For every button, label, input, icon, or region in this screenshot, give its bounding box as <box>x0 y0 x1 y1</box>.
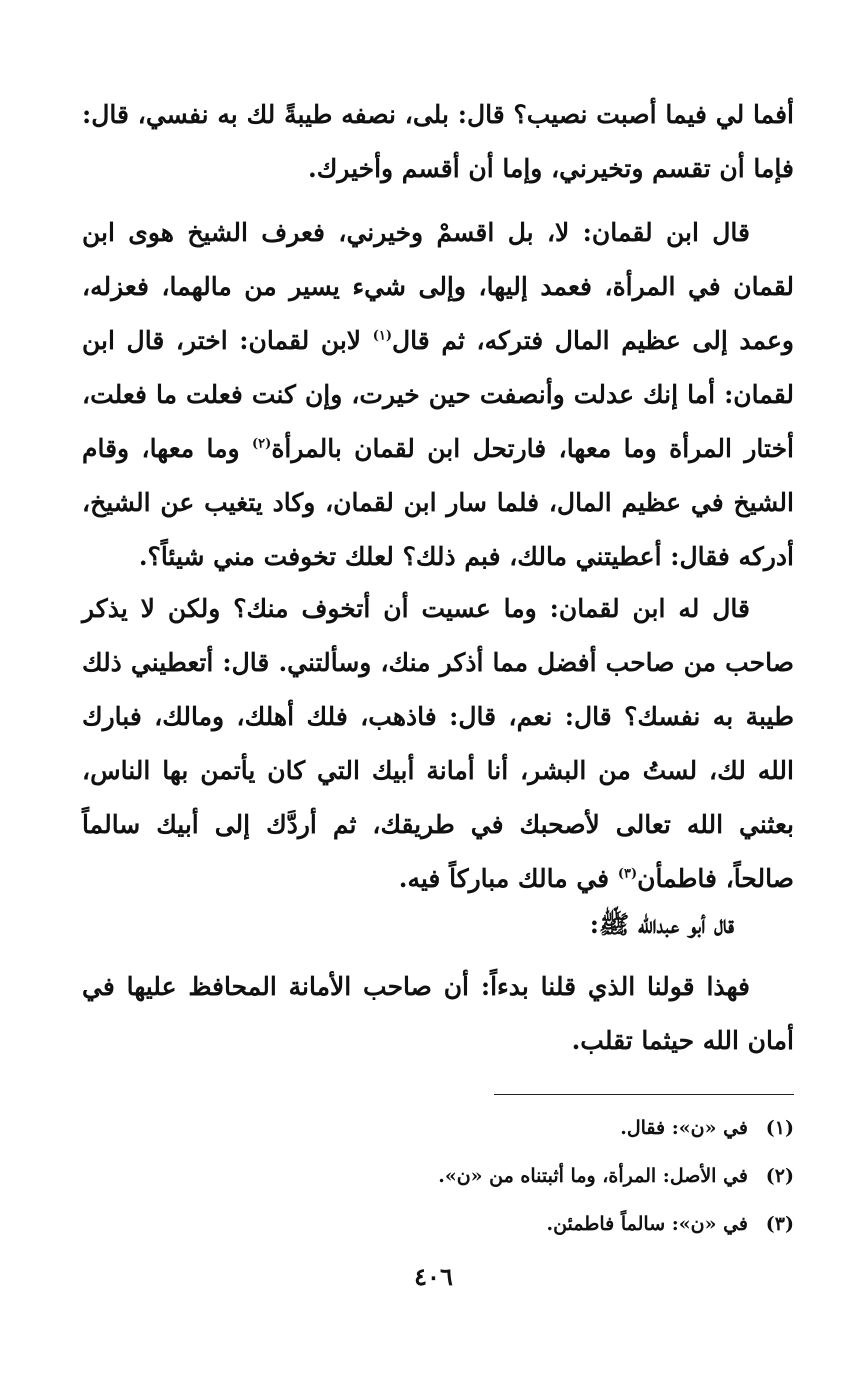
footnote-item <box>82 1152 794 1200</box>
paragraph-2 <box>82 206 794 584</box>
paragraph-2-text-b: لابن لقمان: اختر، قال ابن لقمان: أما إنك عدلت وأنصفت حين خيرت، وإن كنت فعلت ما فعلت، أختار المرأة وما معها، فارتحل ابن لقمان بالمرأة <box>82 326 794 463</box>
paragraph-3 <box>82 582 794 906</box>
footnote-ref-3: (٣) <box>617 866 638 882</box>
footnote-ref-1: (١) <box>372 328 392 344</box>
section-heading: قال أبو عبدالله ﷺ: <box>589 910 734 939</box>
paragraph-2-text-c: وما معها، وقام الشيخ في عظيم المال، فلما سار ابن لقمان، وكاد يتغيب عن الشيخ، أدركه فقال: أعطيتني مالك، فبم ذلك؟ لعلك تخوفت مني شيئاً؟. <box>82 434 794 571</box>
paragraph-3-text-b: في مالك مباركاً فيه. <box>398 864 618 893</box>
footnote-ref-2: (٢) <box>252 436 272 452</box>
footnote-divider <box>494 1094 794 1095</box>
paragraph-4: فهذا قولنا الذي قلنا بدءاً: أن صاحب الأمانة المحافظ عليها في أمان الله حيثما تقلب. <box>82 972 794 1055</box>
paragraph-1: أفما لي فيما أصبت نصيب؟ قال: بلى، نصفه طيبةً لك به نفسي، قال: فإما أن تقسم وتخيرني، وإما أن أقسم وأخيرك. <box>82 100 794 183</box>
footnote-number: (٣) <box>765 1213 794 1235</box>
footnote-item <box>82 1104 794 1152</box>
footnote-item <box>82 1200 794 1248</box>
footnote-number: (١) <box>765 1117 794 1139</box>
paragraph-2-text-a: قال ابن لقمان: لا، بل اقسمْ وخيرني، فعرف الشيخ هوى ابن لقمان في المرأة، فعمد إليها، وإلى شيء يسير من مالهما، فعزله، وعمد إلى عظيم المال فتركه، ثم قال <box>82 218 794 355</box>
footnote-text: في «ن»: فقال. <box>620 1117 748 1139</box>
footnote-text: في «ن»: سالماً فاطمئن. <box>546 1213 748 1235</box>
footnotes-list <box>82 1104 794 1248</box>
paragraph-3-text-a: قال له ابن لقمان: وما عسيت أن أتخوف منك؟ ولكن لا يذكر صاحب من صاحب أفضل مما أذكر منك، وسألتني. قال: أتعطيني ذلك طيبة به نفسك؟ قال: نعم، قال: فاذهب، فلك أهلك، ومالك، فبارك الله لك، لستُ من البشر، أنا أمانة أبيك التي كان يأتمن بها الناس، بعثني الله تعالى لأصحبك في طريقك، ثم أردَّك إلى أبيك سالماً صالحاً، فاطمأن <box>82 594 794 893</box>
page-number: ٤٠٦ <box>414 1262 453 1291</box>
footnote-number: (٢) <box>765 1165 794 1187</box>
footnote-text: في الأصل: المرأة، وما أثبتناه من «ن». <box>438 1165 748 1187</box>
